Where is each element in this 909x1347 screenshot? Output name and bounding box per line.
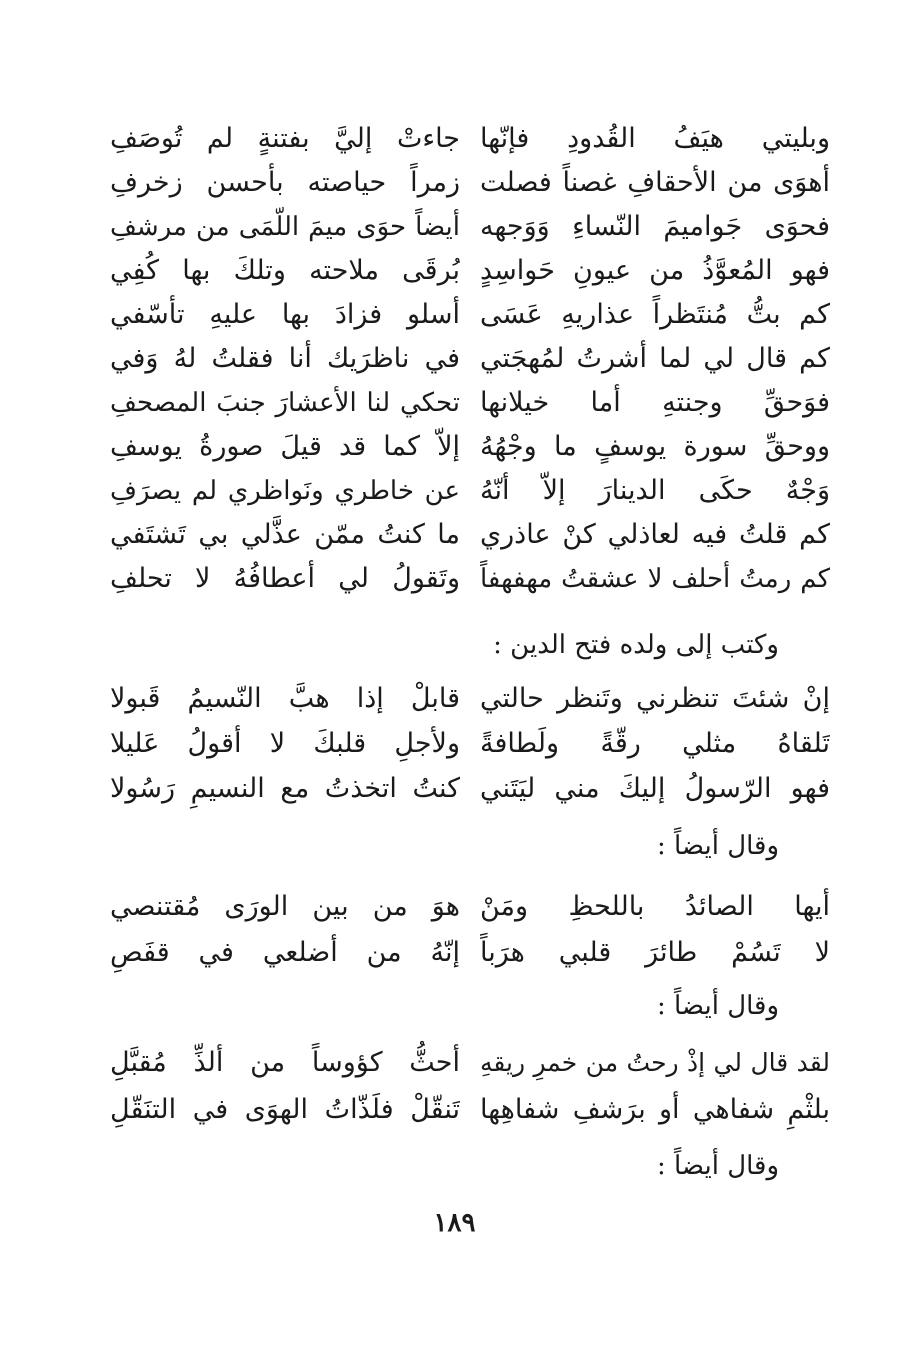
verse-line [110, 512, 830, 558]
verse-first-hemistich: فهو الرّسولُ إليكَ مني ليَتَني [480, 773, 830, 804]
verse-first-hemistich: إنْ شئتَ تنظرني وتَنظر حالتي [480, 683, 830, 714]
verse-line [110, 380, 830, 426]
verse-first-hemistich: فهو المُعوَّذُ من عيونِ حَواسِدٍ [480, 255, 830, 286]
verse-second-hemistich: أسلو فزادَ بها عليهِ تأسّفي [110, 299, 460, 330]
verse-line [110, 1087, 830, 1133]
verse-line [110, 204, 830, 250]
verse-first-hemistich: فوَحقِّ وجنتهِ أما خيلانها [480, 387, 830, 418]
verse-first-hemistich: أهوَى من الأحقافِ غصناً فصلت [480, 167, 830, 198]
verse-second-hemistich: ولأجلِ قلبكَ لا أقولُ عَليلا [110, 728, 460, 759]
verse-first-hemistich: كم قلتُ فيه لعاذلي كنْ عاذري [480, 519, 830, 550]
verse-second-hemistich: أيضاً حوَى ميمَ اللّمَى من مرشفِ [110, 212, 460, 242]
verse-second-hemistich: إلاّ كما قد قيلَ صورةُ يوسفِ [110, 431, 460, 462]
verse-line [110, 884, 830, 930]
section-intro: وقال أيضاً : [656, 1151, 779, 1181]
verse-second-hemistich: عن خاطري ونَواظري لم يصرَفِ [110, 476, 460, 506]
verse-line [110, 676, 830, 722]
verse-second-hemistich: في ناظرَيك أنا فقلتُ لهُ وَفي [110, 343, 460, 374]
verse-second-hemistich: هوَ من بين الورَى مُقتنصي [110, 891, 460, 922]
section-intro: وقال أيضاً : [656, 831, 779, 861]
verse-first-hemistich: لقد قال لي إذْ رحتُ من خمرِ ريقهِ [480, 1048, 830, 1077]
section-intro: وقال أيضاً : [656, 991, 779, 1021]
verse-line [110, 116, 830, 162]
verse-first-hemistich: أيها الصائدُ باللحظِ ومَنْ [480, 891, 830, 922]
verse-line [110, 292, 830, 338]
verse-line [110, 1040, 830, 1086]
verse-first-hemistich: لا تَسُمْ طائرَ قلبي هرَباً [480, 937, 830, 968]
page-number: ١٨٩ [433, 1208, 476, 1238]
verse-first-hemistich: بلثْمِ شفاهي أو برَشفِ شفاهِها [480, 1094, 830, 1125]
verse-second-hemistich: بُرقَى ملاحته وتلكَ بها كُفِي [110, 255, 460, 286]
verse-first-hemistich: فحوَى جَواميمَ النّساءِ وَوَجهه [480, 211, 830, 242]
verse-second-hemistich: ما كنتُ ممّن عذَّلي بي تَشتَفي [110, 519, 460, 550]
verse-second-hemistich: إنّهُ من أضلعي في قفَصِ [110, 937, 460, 968]
verse-second-hemistich: أحثُّ كؤوساً من ألذِّ مُقبَّلِ [110, 1047, 460, 1078]
verse-line [110, 336, 830, 382]
verse-second-hemistich: وتَقولُ لي أعطافُهُ لا تحلفِ [110, 563, 460, 594]
verse-first-hemistich: كم قال لي لما أشرتُ لمُهجَتي [480, 343, 830, 374]
verse-second-hemistich: جاءتْ إليَّ بفتنةٍ لم تُوصَفِ [110, 123, 460, 154]
verse-first-hemistich: ووحقِّ سورة يوسفٍ ما وجْهُهُ [480, 431, 830, 462]
verse-second-hemistich: زمراً حياصته بأحسن زخرفِ [110, 167, 460, 198]
verse-line [110, 248, 830, 294]
verse-second-hemistich: قابلْ إذا هبَّ النّسيمُ قَبولا [110, 683, 460, 714]
verse-second-hemistich: تحكي لنا الأعشارَ جنبَ المصحفِ [110, 388, 460, 418]
verse-line [110, 556, 830, 602]
verse-line [110, 160, 830, 206]
verse-line [110, 766, 830, 812]
verse-first-hemistich: كم بتُّ مُنتَظراً عذاريهِ عَسَى [480, 299, 830, 330]
verse-first-hemistich: وَجْهٌ حكَى الدينارَ إلاّ أنّهُ [480, 475, 830, 506]
verse-second-hemistich: كنتُ اتخذتُ مع النسيمِ رَسُولا [110, 773, 460, 804]
verse-second-hemistich: تَنقّلْ فلَذّاتُ الهوَى في التنَقّلِ [110, 1094, 460, 1125]
verse-line [110, 721, 830, 767]
section-intro: وكتب إلى ولده فتح الدين : [493, 630, 779, 660]
verse-first-hemistich: كم رمتُ أحلف لا عشقتُ مهفهفاً [480, 564, 830, 594]
verse-first-hemistich: وبليتي هيَفُ القُدودِ فإنّها [480, 123, 830, 154]
verse-line [110, 468, 830, 514]
verse-first-hemistich: تَلقاهُ مثلي رقّةً ولَطافةً [480, 728, 830, 759]
verse-line [110, 424, 830, 470]
verse-line [110, 930, 830, 976]
